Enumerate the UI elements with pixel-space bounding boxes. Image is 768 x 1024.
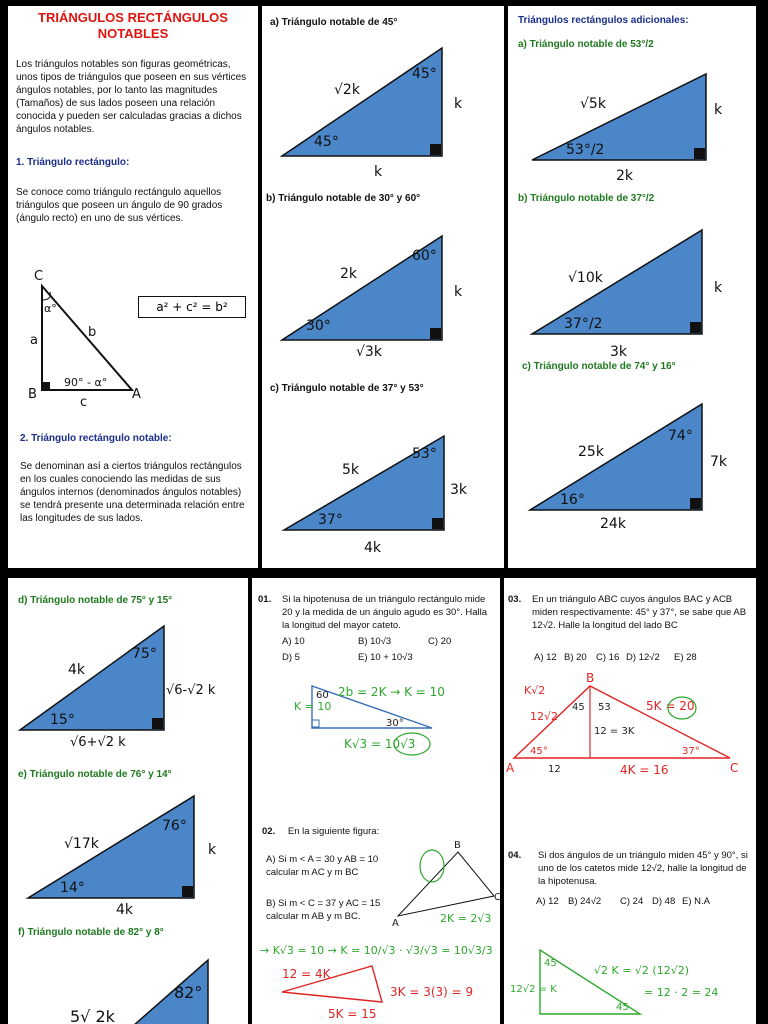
panel-notable-extra	[8, 578, 248, 1024]
t74-top-angle: 74°	[668, 428, 693, 444]
notable-30-60-title: b) Triángulo notable de 30° y 60°	[266, 193, 421, 204]
p02-line-4: 5K = 15	[328, 1007, 377, 1021]
pythagoras-formula: a² + c² = b²	[138, 296, 246, 318]
triangle-37-53	[262, 424, 504, 554]
t37-hyp: 5k	[342, 462, 360, 478]
problem-01-working	[252, 674, 500, 774]
problem-01-number: 01.	[258, 594, 272, 605]
t74-left-angle: 16°	[560, 492, 585, 508]
p03-base-2: 4K = 16	[620, 763, 669, 777]
p03-angle-45-top: 45	[572, 702, 585, 713]
side-c: c	[80, 395, 88, 410]
t75-hyp: 4k	[68, 662, 86, 678]
t53h-hyp: √5k	[580, 96, 606, 112]
p03-k-root2: K√2	[524, 684, 546, 697]
notable-triangle-paragraph: Se denominan así a ciertos triángulos rectángulos en los cuales conociendo las medidas de sus ángulos internos (denominados ángulos notables) se tendrá presente una determinada relación entre las longitudes de sus lados.	[20, 461, 245, 524]
notable-82-8-title: f) Triángulo notable de 82° y 8°	[18, 927, 164, 938]
t45-side: k	[454, 96, 463, 112]
p01-angle-60: 60	[316, 690, 329, 701]
p03-angle-45-left: 45°	[530, 746, 548, 757]
problem-02-number: 02.	[262, 826, 276, 837]
t37h-side: k	[714, 280, 723, 296]
t30-side: k	[454, 284, 463, 300]
problem-03	[508, 594, 750, 632]
problem-04-number: 04.	[508, 850, 522, 861]
p03-vertex-b: B	[586, 671, 595, 685]
p02-vertex-b: B	[454, 840, 461, 851]
right-triangle-figure	[8, 256, 258, 410]
t74-hyp: 25k	[578, 444, 604, 460]
t74-side: 7k	[710, 454, 728, 470]
problem-03-opt-e[interactable]: E) 28	[674, 652, 697, 663]
p02-line-1: → K√3 = 10 → K = 10/√3 · √3/√3 = 10√3/3	[260, 944, 493, 957]
problem-01-opt-c[interactable]: C) 20	[428, 636, 452, 647]
angle-alpha: α°	[44, 302, 57, 315]
problem-01	[258, 594, 494, 632]
p02-line-2: 12 = 4K	[282, 967, 331, 981]
triangle-75-15	[8, 622, 248, 752]
panel-problems-1-2	[252, 578, 500, 1024]
t75-side: √6-√2 k	[166, 683, 216, 698]
p01-equation: 2b = 2K → K = 10	[338, 685, 445, 699]
t30-left-angle: 30°	[306, 318, 331, 334]
p04-angle-45-top: 45	[544, 958, 557, 969]
side-a: a	[30, 333, 38, 348]
notable-74-16-title: c) Triángulo notable de 74° y 16°	[522, 361, 676, 372]
additional-header: Triángulos rectángulos adicionales:	[518, 15, 689, 26]
notable-45-title: a) Triángulo notable de 45°	[270, 17, 398, 28]
triangle-30-60	[262, 230, 504, 360]
panel-additional	[508, 6, 756, 568]
problem-04-opt-d[interactable]: D) 48	[652, 896, 676, 907]
notable-37-2-title: b) Triángulo notable de 37°/2	[518, 193, 655, 204]
problem-04-working	[504, 942, 756, 1024]
notable-76-14-title: e) Triángulo notable de 76° y 14°	[18, 769, 172, 780]
intro-paragraph: Los triángulos notables son figuras geométricas, unos tipos de triángulos que poseen en sus vértices ángulos notables, por lo tanto las magnitudes (Tamaños) de sus lados poseen una relación conocida y pueden ser calculadas gracias a dichos ángulos notables.	[16, 59, 247, 135]
panel-notable-basic	[262, 6, 504, 568]
problem-03-number: 03.	[508, 594, 522, 605]
problem-03-opt-b[interactable]: B) 20	[564, 652, 587, 663]
problem-04-opt-c[interactable]: C) 24	[620, 896, 644, 907]
t76-left-angle: 14°	[60, 880, 85, 896]
p01-result: K√3 = 10√3	[344, 737, 416, 751]
panel-problems-3-4	[504, 578, 756, 1024]
problem-04-opt-b[interactable]: B) 24√2	[568, 896, 602, 907]
problem-03-working	[504, 671, 756, 784]
problem-03-opt-c[interactable]: C) 16	[596, 652, 620, 663]
p03-side: 12√2	[530, 710, 559, 723]
notable-53-2-title: a) Triángulo notable de 53°/2	[518, 39, 654, 50]
problem-01-opt-b[interactable]: B) 10√3	[358, 636, 392, 647]
problem-04-text: Si dos ángulos de un triángulo miden 45° y 90°, si uno de los catetos mide 12√2, halle la longitud de la hipotenusa.	[538, 850, 748, 887]
problem-04	[508, 850, 750, 888]
t45-base: k	[374, 164, 383, 180]
problem-02-working	[252, 938, 500, 1024]
notable-75-15-title: d) Triángulo notable de 75° y 15°	[18, 595, 173, 606]
t74-base: 24k	[600, 516, 626, 532]
p04-equation: √2 K = √2 (12√2)	[594, 964, 690, 977]
problem-04-opt-e[interactable]: E) N.A	[682, 896, 710, 907]
vertex-c: C	[34, 269, 44, 284]
t82-hyp: 5√ 2k	[70, 1007, 115, 1024]
notable-37-53-title: c) Triángulo notable de 37° y 53°	[270, 383, 424, 394]
problem-01-opt-d[interactable]: D) 5	[282, 652, 300, 663]
vertex-a: A	[132, 387, 141, 402]
triangle-53-2	[508, 56, 756, 186]
p01-k: K = 10	[294, 700, 332, 713]
t45-hyp: √2k	[334, 82, 360, 98]
problem-01-text: Si la hipotenusa de un triángulo rectángulo mide 20 y la medida de un ángulo agudo es 30°. Halla la longitud del mayor cateto.	[282, 594, 488, 631]
t53h-side: k	[714, 102, 723, 118]
problem-03-opt-a[interactable]: A) 12	[534, 652, 557, 663]
t76-side: k	[208, 842, 217, 858]
p03-angle-53-top: 53	[598, 702, 611, 713]
p03-base-1: 12	[548, 764, 561, 775]
t37-left-angle: 37°	[318, 512, 343, 528]
p03-vertex-c: C	[730, 761, 739, 775]
vertex-b: B	[28, 387, 37, 402]
t37h-base: 3k	[610, 344, 628, 360]
t76-hyp: √17k	[64, 836, 99, 852]
p02-vertex-c: C	[494, 892, 501, 903]
problem-02-part-b: B) Si m < C = 37 y AC = 15 calcular m AB y m BC.	[266, 898, 381, 922]
t30-hyp: 2k	[340, 266, 358, 282]
p03-right: 5K = 20	[646, 699, 695, 713]
right-triangle-paragraph: Se conoce como triángulo rectángulo aquellos triángulos que poseen un ángulo de 90 grados (ángulo recto) en uno de sus vértices.	[16, 187, 223, 224]
t75-left-angle: 15°	[50, 712, 75, 728]
t82-top-angle: 82°	[174, 983, 203, 1002]
t37h-hyp: √10k	[568, 270, 603, 286]
p02-line-3: 3K = 3(3) = 9	[390, 985, 474, 999]
t75-top-angle: 75°	[132, 646, 157, 662]
panel-definitions	[8, 6, 258, 568]
t53h-base: 2k	[616, 168, 634, 184]
triangle-37-2	[508, 216, 756, 360]
triangle-74-16	[508, 396, 756, 536]
problem-03-opt-d[interactable]: D) 12√2	[626, 652, 660, 663]
problem-02-part-a: A) Si m < A = 30 y AB = 10 calcular m AC y m BC	[266, 854, 379, 878]
t37-side: 3k	[450, 482, 468, 498]
t30-top-angle: 60°	[412, 248, 437, 264]
t53h-left-angle: 53°/2	[566, 142, 605, 158]
main-title: TRIÁNGULOS RECTÁNGULOS NOTABLES	[38, 10, 228, 42]
p01-angle-30: 30°	[386, 718, 404, 729]
p04-side: 12√2 = K	[510, 984, 557, 995]
problem-02-text: En la siguiente figura:	[287, 826, 380, 837]
p03-middle: 12 = 3K	[594, 726, 635, 737]
p04-angle-45-right: 45	[616, 1002, 629, 1013]
t76-top-angle: 76°	[162, 818, 187, 834]
triangle-82-8	[8, 958, 248, 1024]
t45-top-angle: 45°	[412, 66, 437, 82]
p03-angle-37: 37°	[682, 746, 700, 757]
problem-03-text: En un triángulo ABC cuyos ángulos BAC y ACB miden respectivamente: 45° y 37°, se sabe que AB 12√2. Halle la longitud del lado BC	[532, 594, 747, 631]
problem-01-opt-a[interactable]: A) 10	[282, 636, 305, 647]
side-b: b	[88, 325, 97, 340]
t30-base: √3k	[356, 344, 382, 360]
t76-base: 4k	[116, 902, 134, 918]
p04-equation-2: = 12 · 2 = 24	[644, 986, 719, 999]
p02-k3: 2K = 2√3	[440, 912, 492, 925]
p02-vertex-a: A	[392, 918, 399, 929]
problem-04-opt-a[interactable]: A) 12	[536, 896, 559, 907]
triangle-45	[262, 36, 504, 186]
p03-vertex-a: A	[506, 761, 515, 775]
t75-base: √6+√2 k	[70, 735, 126, 750]
problem-01-opt-e[interactable]: E) 10 + 10√3	[358, 652, 413, 663]
angle-complement: 90° - α°	[64, 376, 108, 389]
t37-base: 4k	[364, 540, 382, 556]
t37h-left-angle: 37°/2	[564, 316, 603, 332]
t37-top-angle: 53°	[412, 446, 437, 462]
t45-left-angle: 45°	[314, 134, 339, 150]
heading-right-triangle: 1. Triángulo rectángulo:	[16, 157, 130, 168]
triangle-76-14	[8, 792, 248, 922]
problem-02-figure	[392, 836, 501, 929]
heading-notable-triangle: 2. Triángulo rectángulo notable:	[20, 433, 172, 444]
